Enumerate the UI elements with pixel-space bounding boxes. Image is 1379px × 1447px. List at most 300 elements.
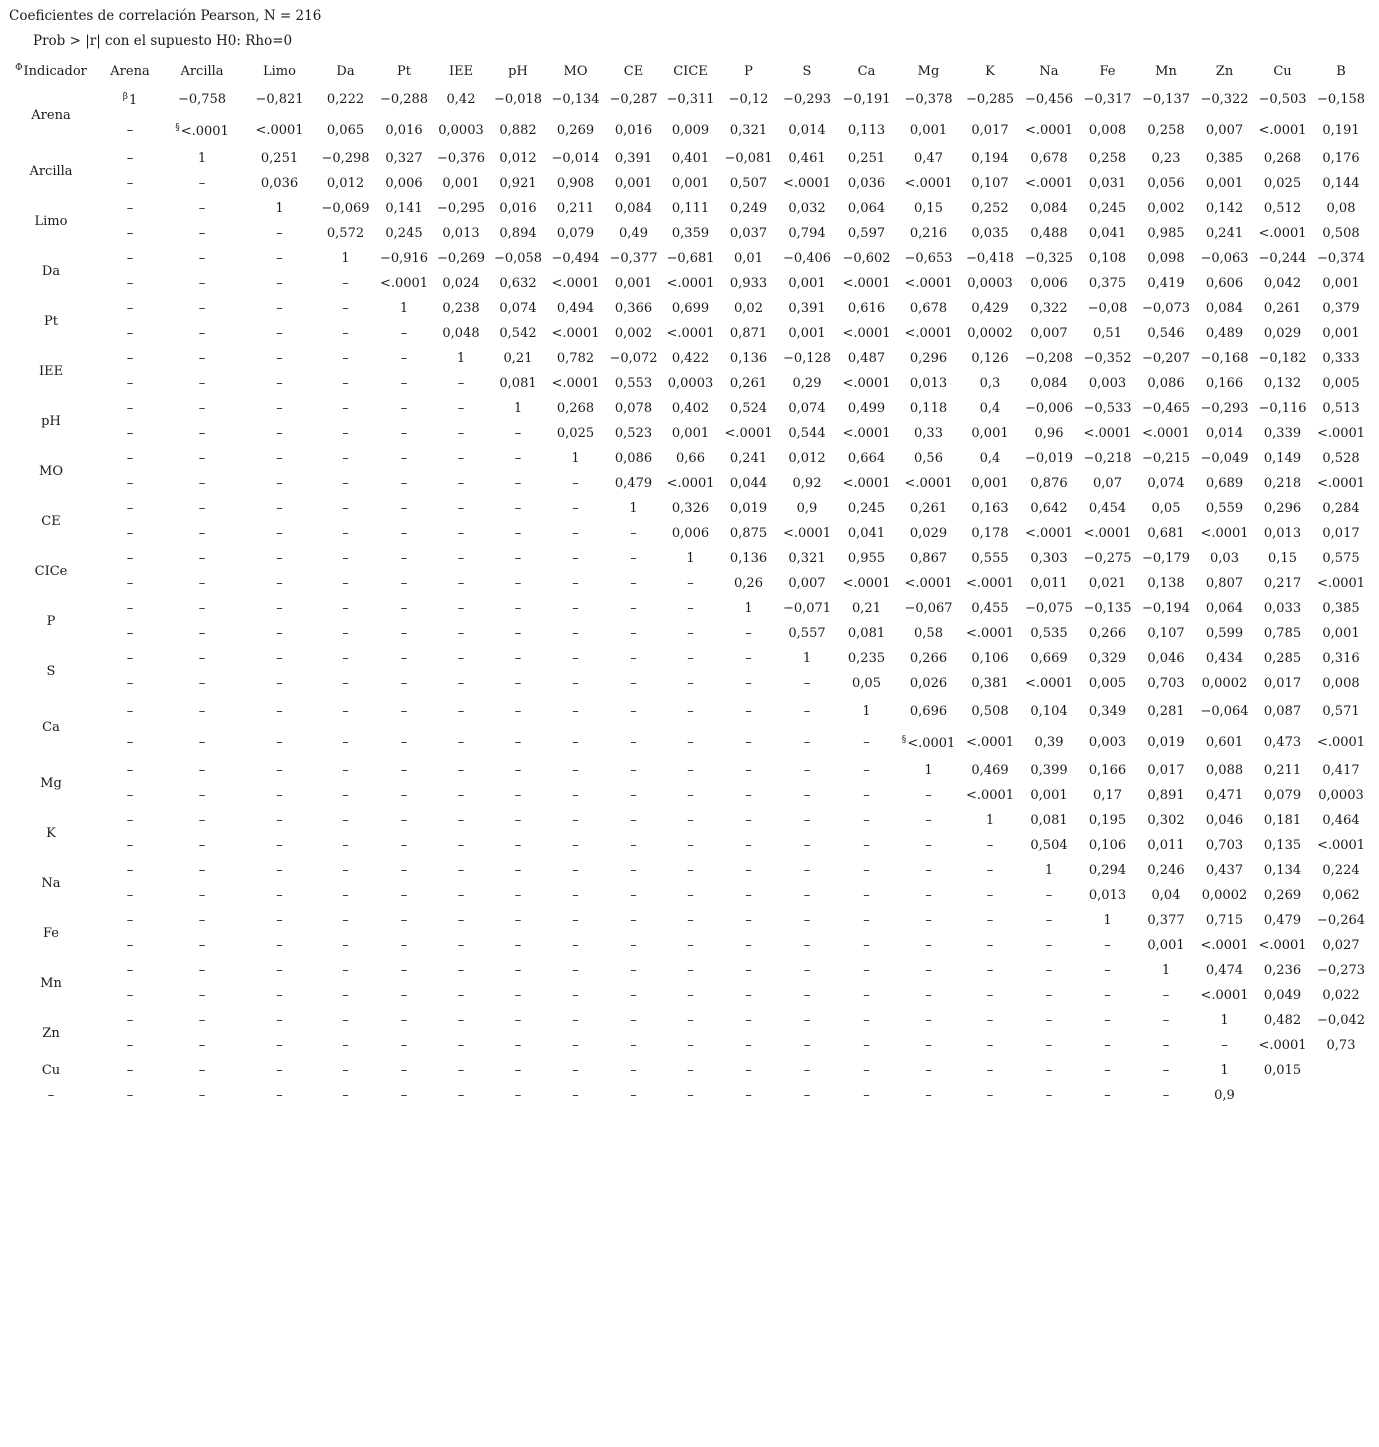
correlation-cell <box>607 246 660 271</box>
correlation-cell <box>962 346 1018 371</box>
correlation-value: −0,191 <box>842 92 891 107</box>
correlation-value: – <box>198 863 206 878</box>
p-value: 0,07 <box>1093 476 1122 491</box>
correlation-value: 1 <box>197 151 207 166</box>
p-value: 0,016 <box>614 123 653 138</box>
correlation-cell <box>776 84 838 115</box>
correlation-cell <box>158 396 246 421</box>
p-value-cell <box>1135 371 1197 396</box>
correlation-value: 0,474 <box>1205 963 1244 978</box>
table-row <box>0 196 1369 221</box>
correlation-value: 0,236 <box>1263 963 1302 978</box>
p-value-cell <box>1135 321 1197 346</box>
correlation-value: 0,296 <box>1263 501 1302 516</box>
correlation-value: – <box>457 704 465 719</box>
correlation-value: −0,269 <box>436 251 486 266</box>
column-header: Fe <box>1099 63 1116 79</box>
p-value-cell <box>246 883 313 908</box>
correlation-cell <box>838 1008 895 1033</box>
p-value-cell <box>660 783 721 808</box>
table-row <box>0 727 1369 758</box>
p-value-cell <box>660 1033 721 1058</box>
correlation-value: 0,555 <box>971 551 1009 566</box>
p-value-cell <box>962 221 1018 246</box>
p-value: <.0001 <box>1200 526 1249 541</box>
correlation-value: 0,678 <box>909 301 948 316</box>
p-value: – <box>803 988 811 1003</box>
p-value: – <box>126 123 134 138</box>
correlation-value: – <box>342 763 349 778</box>
p-value: – <box>198 788 206 803</box>
p-value-cell <box>430 115 492 146</box>
correlation-cell <box>1252 196 1313 221</box>
header-row <box>0 58 1369 84</box>
correlation-cell <box>962 546 1018 571</box>
correlation-value: – <box>342 1013 349 1028</box>
correlation-value: 0,524 <box>729 401 768 416</box>
p-value: 0,894 <box>499 226 537 241</box>
p-value-cell <box>1135 1033 1197 1058</box>
correlation-cell <box>1018 146 1080 171</box>
correlation-value: – <box>1045 913 1053 928</box>
p-value: 0,025 <box>1263 176 1302 191</box>
p-value-cell <box>776 221 838 246</box>
correlation-cell <box>962 958 1018 983</box>
correlation-cell <box>492 858 544 883</box>
p-value-cell <box>1135 783 1197 808</box>
p-value: 0,029 <box>1263 326 1302 341</box>
correlation-value: 0,074 <box>788 401 826 416</box>
p-value-cell <box>1252 115 1313 146</box>
p-value: 0,013 <box>1263 526 1302 541</box>
correlation-value: −0,128 <box>782 351 832 366</box>
correlation-cell: – <box>1045 1063 1053 1078</box>
p-value: 0,006 <box>1030 276 1068 291</box>
correlation-value: 0,251 <box>260 151 299 166</box>
p-value-cell <box>721 933 776 958</box>
p-value: 0,113 <box>847 123 886 138</box>
correlation-value: – <box>198 201 206 216</box>
correlation-value: 0,05 <box>1151 501 1181 516</box>
p-value: 0,027 <box>1322 938 1360 953</box>
correlation-cell <box>102 646 158 671</box>
correlation-cell <box>660 596 721 621</box>
correlation-value: 0,329 <box>1088 651 1127 666</box>
correlation-cell <box>430 758 492 783</box>
correlation-value: – <box>198 1013 206 1028</box>
p-value-cell <box>313 271 378 296</box>
table-row <box>0 596 1369 621</box>
p-value-cell <box>1135 171 1197 196</box>
correlation-value: 0,104 <box>1030 704 1068 719</box>
p-value-cell <box>492 221 544 246</box>
p-value-cell <box>776 421 838 446</box>
correlation-cell <box>313 758 378 783</box>
p-value: 0,081 <box>499 376 537 391</box>
p-value: 0,339 <box>1263 426 1302 441</box>
p-value: <.0001 <box>1024 123 1074 138</box>
correlation-cell <box>158 196 246 221</box>
correlation-value: 0,15 <box>914 201 943 216</box>
correlation-value: 1 <box>341 251 350 266</box>
p-value-cell <box>962 171 1018 196</box>
p-value-cell <box>895 115 962 146</box>
p-value-cell <box>607 321 660 346</box>
p-value: <.0001 <box>1316 576 1366 591</box>
p-value-cell <box>660 321 721 346</box>
p-value: 0,359 <box>671 226 710 241</box>
column-header: pH <box>508 63 528 79</box>
correlation-cell <box>660 496 721 521</box>
correlation-value: 0,327 <box>385 151 423 166</box>
correlation-value: 0,4 <box>979 451 1001 466</box>
p-value: – <box>687 988 694 1003</box>
p-value: – <box>630 576 637 591</box>
correlation-cell <box>158 346 246 371</box>
p-value: – <box>276 326 283 341</box>
correlation-value: – <box>514 704 522 719</box>
p-value: – <box>687 838 694 853</box>
p-value: – <box>400 576 408 591</box>
correlation-value: – <box>457 651 465 666</box>
correlation-value: −0,073 <box>1141 301 1191 316</box>
correlation-cell <box>1080 808 1135 833</box>
p-value: – <box>400 888 408 903</box>
p-value-cell <box>895 271 962 296</box>
p-value: 0,065 <box>326 123 365 138</box>
correlation-cell <box>1135 646 1197 671</box>
p-value-cell <box>721 1033 776 1058</box>
p-value-cell <box>313 833 378 858</box>
correlation-value: 0,084 <box>614 201 653 216</box>
correlation-cell <box>607 858 660 883</box>
indicator-header: Indicador <box>23 64 87 79</box>
correlation-cell <box>1252 296 1313 321</box>
correlation-cell <box>660 346 721 371</box>
p-value: – <box>342 838 349 853</box>
correlation-cell <box>102 84 158 115</box>
correlation-value: – <box>1045 963 1053 978</box>
correlation-cell <box>721 1008 776 1033</box>
correlation-value: −0,244 <box>1258 251 1307 266</box>
p-value: – <box>745 938 752 953</box>
p-value: 0,021 <box>1088 576 1127 591</box>
p-value: – <box>745 988 752 1003</box>
table-subtitle: Prob > |r| con el supuesto H0: Rho=0 <box>33 33 293 49</box>
p-value: <.0001 <box>1258 938 1307 953</box>
correlation-cell <box>776 246 838 271</box>
row-label: Mg <box>40 775 62 791</box>
p-value-cell <box>246 171 313 196</box>
p-value: 0,269 <box>556 123 595 138</box>
correlation-cell <box>430 908 492 933</box>
p-value: 0,001 <box>1322 276 1360 291</box>
p-value: – <box>572 938 579 953</box>
p-value-cell <box>776 371 838 396</box>
correlation-cell <box>721 958 776 983</box>
p-value-cell <box>158 271 246 296</box>
column-header: CE <box>623 63 644 79</box>
correlation-cell <box>1197 646 1252 671</box>
p-value-cell <box>378 783 430 808</box>
p-value: 0,381 <box>971 676 1009 691</box>
p-value-cell <box>838 371 895 396</box>
correlation-value: −0,006 <box>1024 401 1074 416</box>
correlation-cell <box>1252 958 1313 983</box>
correlation-value: – <box>514 813 522 828</box>
row-label: P <box>46 613 56 629</box>
p-value: 0,606 <box>1205 276 1244 291</box>
p-value: – <box>1104 938 1111 953</box>
correlation-value: – <box>342 963 349 978</box>
correlation-cell <box>895 246 962 271</box>
correlation-value: 1 <box>399 301 409 316</box>
correlation-value: 0,326 <box>671 501 710 516</box>
correlation-value: – <box>803 704 811 719</box>
p-value: – <box>687 626 694 641</box>
p-value-cell <box>430 727 492 758</box>
p-value: – <box>400 838 408 853</box>
correlation-value: 0,149 <box>1263 451 1302 466</box>
correlation-value: – <box>126 863 134 878</box>
correlation-cell <box>246 84 313 115</box>
p-value-cell <box>378 727 430 758</box>
p-value-cell: – <box>47 1088 55 1103</box>
p-value-cell <box>1080 1033 1135 1058</box>
correlation-cell <box>1135 958 1197 983</box>
correlation-cell <box>544 808 607 833</box>
p-value: 0,703 <box>1147 676 1185 691</box>
p-value: <.0001 <box>1024 176 1074 191</box>
correlation-cell <box>962 758 1018 783</box>
p-value-cell <box>313 783 378 808</box>
correlation-value: – <box>745 1013 752 1028</box>
correlation-value: 1 <box>128 92 138 108</box>
correlation-value: −0,207 <box>1141 351 1191 366</box>
correlation-value: 0,385 <box>1205 151 1244 166</box>
p-value-cell <box>838 521 895 546</box>
p-value: 0,26 <box>734 576 763 591</box>
table-row <box>0 571 1369 596</box>
correlation-value: 0,296 <box>909 351 948 366</box>
p-value: – <box>745 1038 752 1053</box>
correlation-value: – <box>342 601 349 616</box>
correlation-value: 0,074 <box>499 301 537 316</box>
correlation-cell <box>660 758 721 783</box>
correlation-value: 0,086 <box>614 451 653 466</box>
p-value: – <box>400 788 408 803</box>
column-header: Arena <box>110 63 150 79</box>
correlation-cell <box>492 908 544 933</box>
p-value-cell <box>660 621 721 646</box>
correlation-cell <box>607 758 660 783</box>
p-value-cell <box>776 727 838 758</box>
correlation-cell: – <box>1104 1063 1111 1078</box>
correlation-value: – <box>514 963 522 978</box>
correlation-value: – <box>630 601 637 616</box>
correlation-value: −0,322 <box>1200 92 1249 107</box>
p-value-cell <box>1080 271 1135 296</box>
correlation-cell <box>1197 396 1252 421</box>
p-value-cell: – <box>687 1088 694 1103</box>
p-value-cell <box>1135 115 1197 146</box>
correlation-value: 0,321 <box>788 551 826 566</box>
correlation-value: 0,429 <box>971 301 1009 316</box>
correlation-cell <box>313 546 378 571</box>
correlation-value: – <box>126 704 134 719</box>
correlation-value: – <box>198 763 206 778</box>
p-value: 0,013 <box>1088 888 1127 903</box>
correlation-value: – <box>198 301 206 316</box>
correlation-cell <box>1252 858 1313 883</box>
correlation-value: −0,758 <box>177 92 227 107</box>
correlation-value: 0,251 <box>847 151 886 166</box>
correlation-value: 0,366 <box>614 301 653 316</box>
p-value-cell <box>776 883 838 908</box>
correlation-cell <box>158 908 246 933</box>
correlation-value: 0,111 <box>671 201 710 216</box>
correlation-value: −0,406 <box>782 251 832 266</box>
p-value-cell <box>962 833 1018 858</box>
p-value-cell: – <box>572 1088 579 1103</box>
correlation-cell <box>895 196 962 221</box>
p-value-cell <box>378 621 430 646</box>
p-value: 0,544 <box>788 426 826 441</box>
p-value: <.0001 <box>965 576 1015 591</box>
correlation-cell <box>1018 958 1080 983</box>
correlation-cell <box>776 346 838 371</box>
correlation-cell <box>1197 808 1252 833</box>
p-value-cell <box>1080 933 1135 958</box>
correlation-cell <box>246 146 313 171</box>
p-value: 0,003 <box>1088 376 1127 391</box>
p-value-cell <box>962 115 1018 146</box>
row-label: Pt <box>44 313 58 329</box>
p-value-cell <box>1018 783 1080 808</box>
table-row <box>0 1033 1369 1058</box>
p-value: 0,601 <box>1205 735 1244 750</box>
table-row <box>0 808 1369 833</box>
correlation-cell <box>246 246 313 271</box>
correlation-cell <box>1313 646 1369 671</box>
correlation-value: 0,402 <box>671 401 710 416</box>
p-value: – <box>276 988 283 1003</box>
correlation-cell <box>102 958 158 983</box>
p-value-cell <box>776 671 838 696</box>
p-value: <.0001 <box>904 576 953 591</box>
correlation-cell <box>158 546 246 571</box>
correlation-cell <box>313 496 378 521</box>
p-value-cell <box>102 933 158 958</box>
correlation-value: – <box>925 813 932 828</box>
correlation-value: – <box>803 913 811 928</box>
table-row <box>0 446 1369 471</box>
correlation-cell <box>544 246 607 271</box>
p-value: 0,876 <box>1030 476 1068 491</box>
correlation-cell <box>895 858 962 883</box>
correlation-value: −0,218 <box>1083 451 1132 466</box>
p-value: – <box>457 376 465 391</box>
correlation-value: – <box>457 813 465 828</box>
p-value-cell <box>1197 271 1252 296</box>
p-value: – <box>687 888 694 903</box>
correlation-cell <box>102 1008 158 1033</box>
correlation-cell <box>1080 908 1135 933</box>
correlation-cell <box>962 808 1018 833</box>
p-value-cell: – <box>1104 1088 1111 1103</box>
p-value-cell <box>102 1033 158 1058</box>
p-value-cell <box>607 1033 660 1058</box>
p-value-cell <box>660 571 721 596</box>
p-value: 0,062 <box>1322 888 1360 903</box>
correlation-value: – <box>457 451 465 466</box>
p-value: 0,022 <box>1322 988 1360 1003</box>
correlation-cell <box>1080 446 1135 471</box>
correlation-cell <box>158 1008 246 1033</box>
p-value: 0,013 <box>909 376 948 391</box>
p-value: – <box>276 276 283 291</box>
p-value: – <box>745 735 752 750</box>
correlation-value: 0,4 <box>979 401 1001 416</box>
p-value-cell <box>721 421 776 446</box>
p-value: – <box>126 888 134 903</box>
p-value-cell: 0,9 <box>1214 1088 1235 1103</box>
p-value-cell <box>544 933 607 958</box>
correlation-value: – <box>803 763 811 778</box>
p-value: 0,681 <box>1147 526 1185 541</box>
correlation-cell <box>1018 396 1080 421</box>
correlation-cell <box>246 646 313 671</box>
correlation-value: – <box>457 551 465 566</box>
p-value: <.0001 <box>907 735 956 751</box>
p-value: – <box>342 376 349 391</box>
correlation-value: – <box>342 863 349 878</box>
correlation-value: 0,696 <box>909 704 948 719</box>
correlation-cell <box>378 958 430 983</box>
column-header: CICE <box>673 63 708 79</box>
correlation-value: – <box>342 501 349 516</box>
correlation-value: – <box>276 863 283 878</box>
correlation-value: 0,642 <box>1030 501 1068 516</box>
p-value: 0,479 <box>614 476 653 491</box>
p-value-cell <box>607 271 660 296</box>
correlation-cell <box>776 496 838 521</box>
correlation-cell <box>895 496 962 521</box>
correlation-cell <box>378 758 430 783</box>
correlation-cell: – <box>457 1063 465 1078</box>
correlation-cell <box>962 446 1018 471</box>
p-value: 0,044 <box>729 476 768 491</box>
correlation-cell <box>378 396 430 421</box>
correlation-cell <box>1135 908 1197 933</box>
correlation-cell <box>776 396 838 421</box>
correlation-value: 0,47 <box>914 151 943 166</box>
p-value: 0,3 <box>979 376 1001 391</box>
p-value: – <box>276 788 283 803</box>
correlation-value: −0,08 <box>1087 301 1128 316</box>
p-value: – <box>342 526 349 541</box>
p-value-cell <box>607 521 660 546</box>
p-value: – <box>126 788 134 803</box>
correlation-value: – <box>863 1013 870 1028</box>
p-value-cell <box>430 833 492 858</box>
correlation-value: −0,285 <box>965 92 1015 107</box>
correlation-value: 0,126 <box>971 351 1009 366</box>
correlation-value: – <box>803 963 811 978</box>
p-value-cell: – <box>514 1088 522 1103</box>
correlation-value: – <box>986 863 994 878</box>
correlation-value: – <box>1045 1013 1053 1028</box>
